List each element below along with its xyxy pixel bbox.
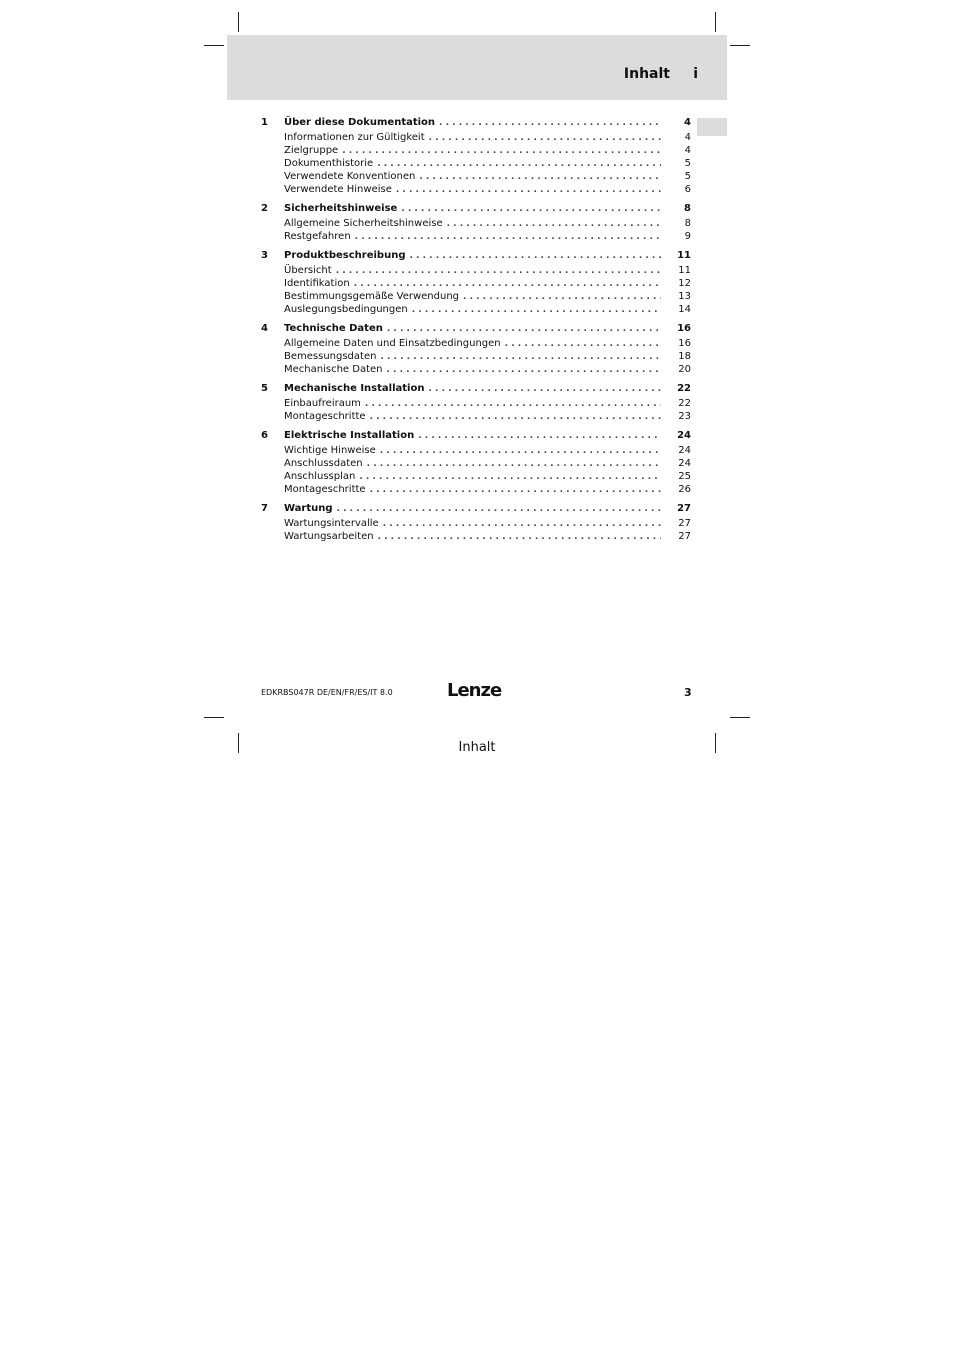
toc-section — [258, 428, 694, 496]
toc-entry-title: Allgemeine Sicherheitshinweise — [284, 218, 443, 229]
toc-section — [258, 248, 694, 316]
toc-item-row[interactable] — [258, 183, 694, 196]
toc-entry-title: Allgemeine Daten und Einsatzbedingungen — [284, 338, 501, 349]
toc-page-number: 24 — [678, 445, 691, 456]
dot-leader — [401, 202, 661, 217]
toc-entry-title: Auslegungsbedingungen — [284, 304, 408, 315]
toc-page-number: 6 — [684, 184, 691, 195]
toc-page-number: 4 — [684, 117, 691, 128]
lenze-logo: Lenze — [447, 680, 502, 701]
toc-item-row[interactable] — [258, 157, 694, 170]
toc-page-number: 23 — [678, 411, 691, 422]
toc-entry-title: Anschlussdaten — [284, 458, 363, 469]
toc-section — [258, 321, 694, 376]
toc-entry-title: Übersicht — [284, 265, 332, 276]
toc-entry-title: Mechanische Installation — [284, 383, 425, 394]
toc-item-row[interactable] — [258, 230, 694, 243]
toc-page-number: 22 — [678, 398, 691, 409]
toc-page-number: 24 — [677, 430, 691, 441]
toc-page-number: 27 — [678, 518, 691, 529]
toc-page-number: 24 — [678, 458, 691, 469]
toc-item-row[interactable] — [258, 217, 694, 230]
dot-leader — [409, 249, 661, 264]
toc-item-row[interactable] — [258, 397, 694, 410]
dot-leader — [412, 304, 661, 317]
toc-item-row[interactable] — [258, 170, 694, 183]
chapter-number: 1 — [261, 117, 268, 128]
document-code: EDKRBS047R DE/EN/FR/ES/IT 8.0 — [261, 688, 393, 697]
chapter-number: 5 — [261, 383, 268, 394]
toc-entry-title: Technische Daten — [284, 323, 383, 334]
toc-entry-title: Informationen zur Gültigkeit — [284, 132, 425, 143]
toc-page-number: 11 — [678, 265, 691, 276]
toc-entry-title: Verwendete Hinweise — [284, 184, 392, 195]
chapter-tab-marker — [697, 118, 727, 136]
dot-leader — [428, 382, 661, 397]
toc-entry-title: Mechanische Daten — [284, 364, 383, 375]
dot-leader — [355, 231, 661, 244]
toc-page-number: 11 — [677, 250, 691, 261]
chapter-number: 3 — [261, 250, 268, 261]
toc-page-number: 5 — [684, 158, 691, 169]
toc-page-number: 16 — [677, 323, 691, 334]
chapter-number: 4 — [261, 323, 268, 334]
toc-chapter-row[interactable] — [258, 321, 694, 336]
toc-item-row[interactable] — [258, 483, 694, 496]
toc-item-row[interactable] — [258, 131, 694, 144]
toc-item-row[interactable] — [258, 530, 694, 543]
toc-item-row[interactable] — [258, 457, 694, 470]
toc-page-number: 18 — [678, 351, 691, 362]
toc-section — [258, 501, 694, 543]
crop-mark — [204, 45, 224, 46]
table-of-contents — [258, 115, 694, 548]
toc-page-number: 4 — [684, 145, 691, 156]
toc-page-number: 14 — [678, 304, 691, 315]
chapter-number: 6 — [261, 430, 268, 441]
dot-leader — [337, 502, 661, 517]
toc-entry-title: Restgefahren — [284, 231, 351, 242]
toc-page-number: 27 — [677, 503, 691, 514]
dot-leader — [370, 411, 661, 424]
toc-item-row[interactable] — [258, 264, 694, 277]
toc-entry-title: Sicherheitshinweise — [284, 203, 398, 214]
toc-entry-title: Wartungsintervalle — [284, 518, 379, 529]
toc-item-row[interactable] — [258, 444, 694, 457]
chapter-number: 2 — [261, 203, 268, 214]
toc-page-number: 20 — [678, 364, 691, 375]
toc-item-row[interactable] — [258, 144, 694, 157]
toc-chapter-row[interactable] — [258, 248, 694, 263]
toc-item-row[interactable] — [258, 337, 694, 350]
toc-entry-title: Verwendete Konventionen — [284, 171, 416, 182]
dot-leader — [387, 322, 661, 337]
toc-entry-title: Über diese Dokumentation — [284, 117, 436, 128]
toc-page-number: 22 — [677, 383, 691, 394]
toc-section — [258, 115, 694, 196]
chapter-number: 7 — [261, 503, 268, 514]
crop-mark — [715, 12, 716, 32]
crop-mark — [730, 717, 750, 718]
dot-leader — [370, 484, 661, 497]
toc-page-number: 13 — [678, 291, 691, 302]
toc-entry-title: Elektrische Installation — [284, 430, 415, 441]
toc-page-number: 27 — [678, 531, 691, 542]
toc-item-row[interactable] — [258, 277, 694, 290]
toc-page-number: 5 — [684, 171, 691, 182]
dot-leader — [386, 364, 661, 377]
toc-entry-title: Wartungsarbeiten — [284, 531, 374, 542]
page-header — [227, 35, 727, 100]
toc-section — [258, 201, 694, 243]
dot-leader — [378, 531, 661, 544]
toc-page-number: 9 — [684, 231, 691, 242]
dot-leader — [418, 429, 661, 444]
toc-entry-title: Einbaufreiraum — [284, 398, 361, 409]
toc-chapter-row[interactable] — [258, 201, 694, 216]
toc-entry-title: Wartung — [284, 503, 333, 514]
toc-page-number: 12 — [678, 278, 691, 289]
toc-page-number: 16 — [678, 338, 691, 349]
toc-item-row[interactable] — [258, 290, 694, 303]
toc-item-row[interactable] — [258, 517, 694, 530]
toc-page-number: 8 — [684, 218, 691, 229]
toc-item-row[interactable] — [258, 303, 694, 316]
crop-mark — [238, 12, 239, 32]
toc-entry-title: Bemessungsdaten — [284, 351, 377, 362]
toc-chapter-row[interactable] — [258, 428, 694, 443]
toc-entry-title: Wichtige Hinweise — [284, 445, 376, 456]
toc-entry-title: Anschlussplan — [284, 471, 356, 482]
toc-entry-title: Zielgruppe — [284, 145, 339, 156]
toc-chapter-row[interactable] — [258, 381, 694, 396]
dot-leader — [439, 116, 661, 131]
toc-entry-title: Identifikation — [284, 278, 350, 289]
toc-item-row[interactable] — [258, 470, 694, 483]
toc-page-number: 4 — [684, 132, 691, 143]
toc-page-number: 8 — [684, 203, 691, 214]
info-icon: i — [693, 66, 698, 82]
toc-entry-title: Montageschritte — [284, 411, 366, 422]
toc-item-row[interactable] — [258, 363, 694, 376]
toc-chapter-row[interactable] — [258, 115, 694, 130]
page-title: Inhalt — [623, 66, 670, 82]
toc-page-number: 26 — [678, 484, 691, 495]
crop-mark — [204, 717, 224, 718]
page-caption: Inhalt — [458, 740, 496, 755]
toc-entry-title: Bestimmungsgemäße Verwendung — [284, 291, 460, 302]
crop-mark — [730, 45, 750, 46]
toc-item-row[interactable] — [258, 350, 694, 363]
toc-section — [258, 381, 694, 423]
toc-entry-title: Produktbeschreibung — [284, 250, 406, 261]
page-number: 3 — [684, 686, 692, 699]
dot-leader — [396, 184, 661, 197]
toc-entry-title: Montageschritte — [284, 484, 366, 495]
toc-page-number: 25 — [678, 471, 691, 482]
toc-chapter-row[interactable] — [258, 501, 694, 516]
toc-entry-title: Dokumenthistorie — [284, 158, 374, 169]
toc-item-row[interactable] — [258, 410, 694, 423]
